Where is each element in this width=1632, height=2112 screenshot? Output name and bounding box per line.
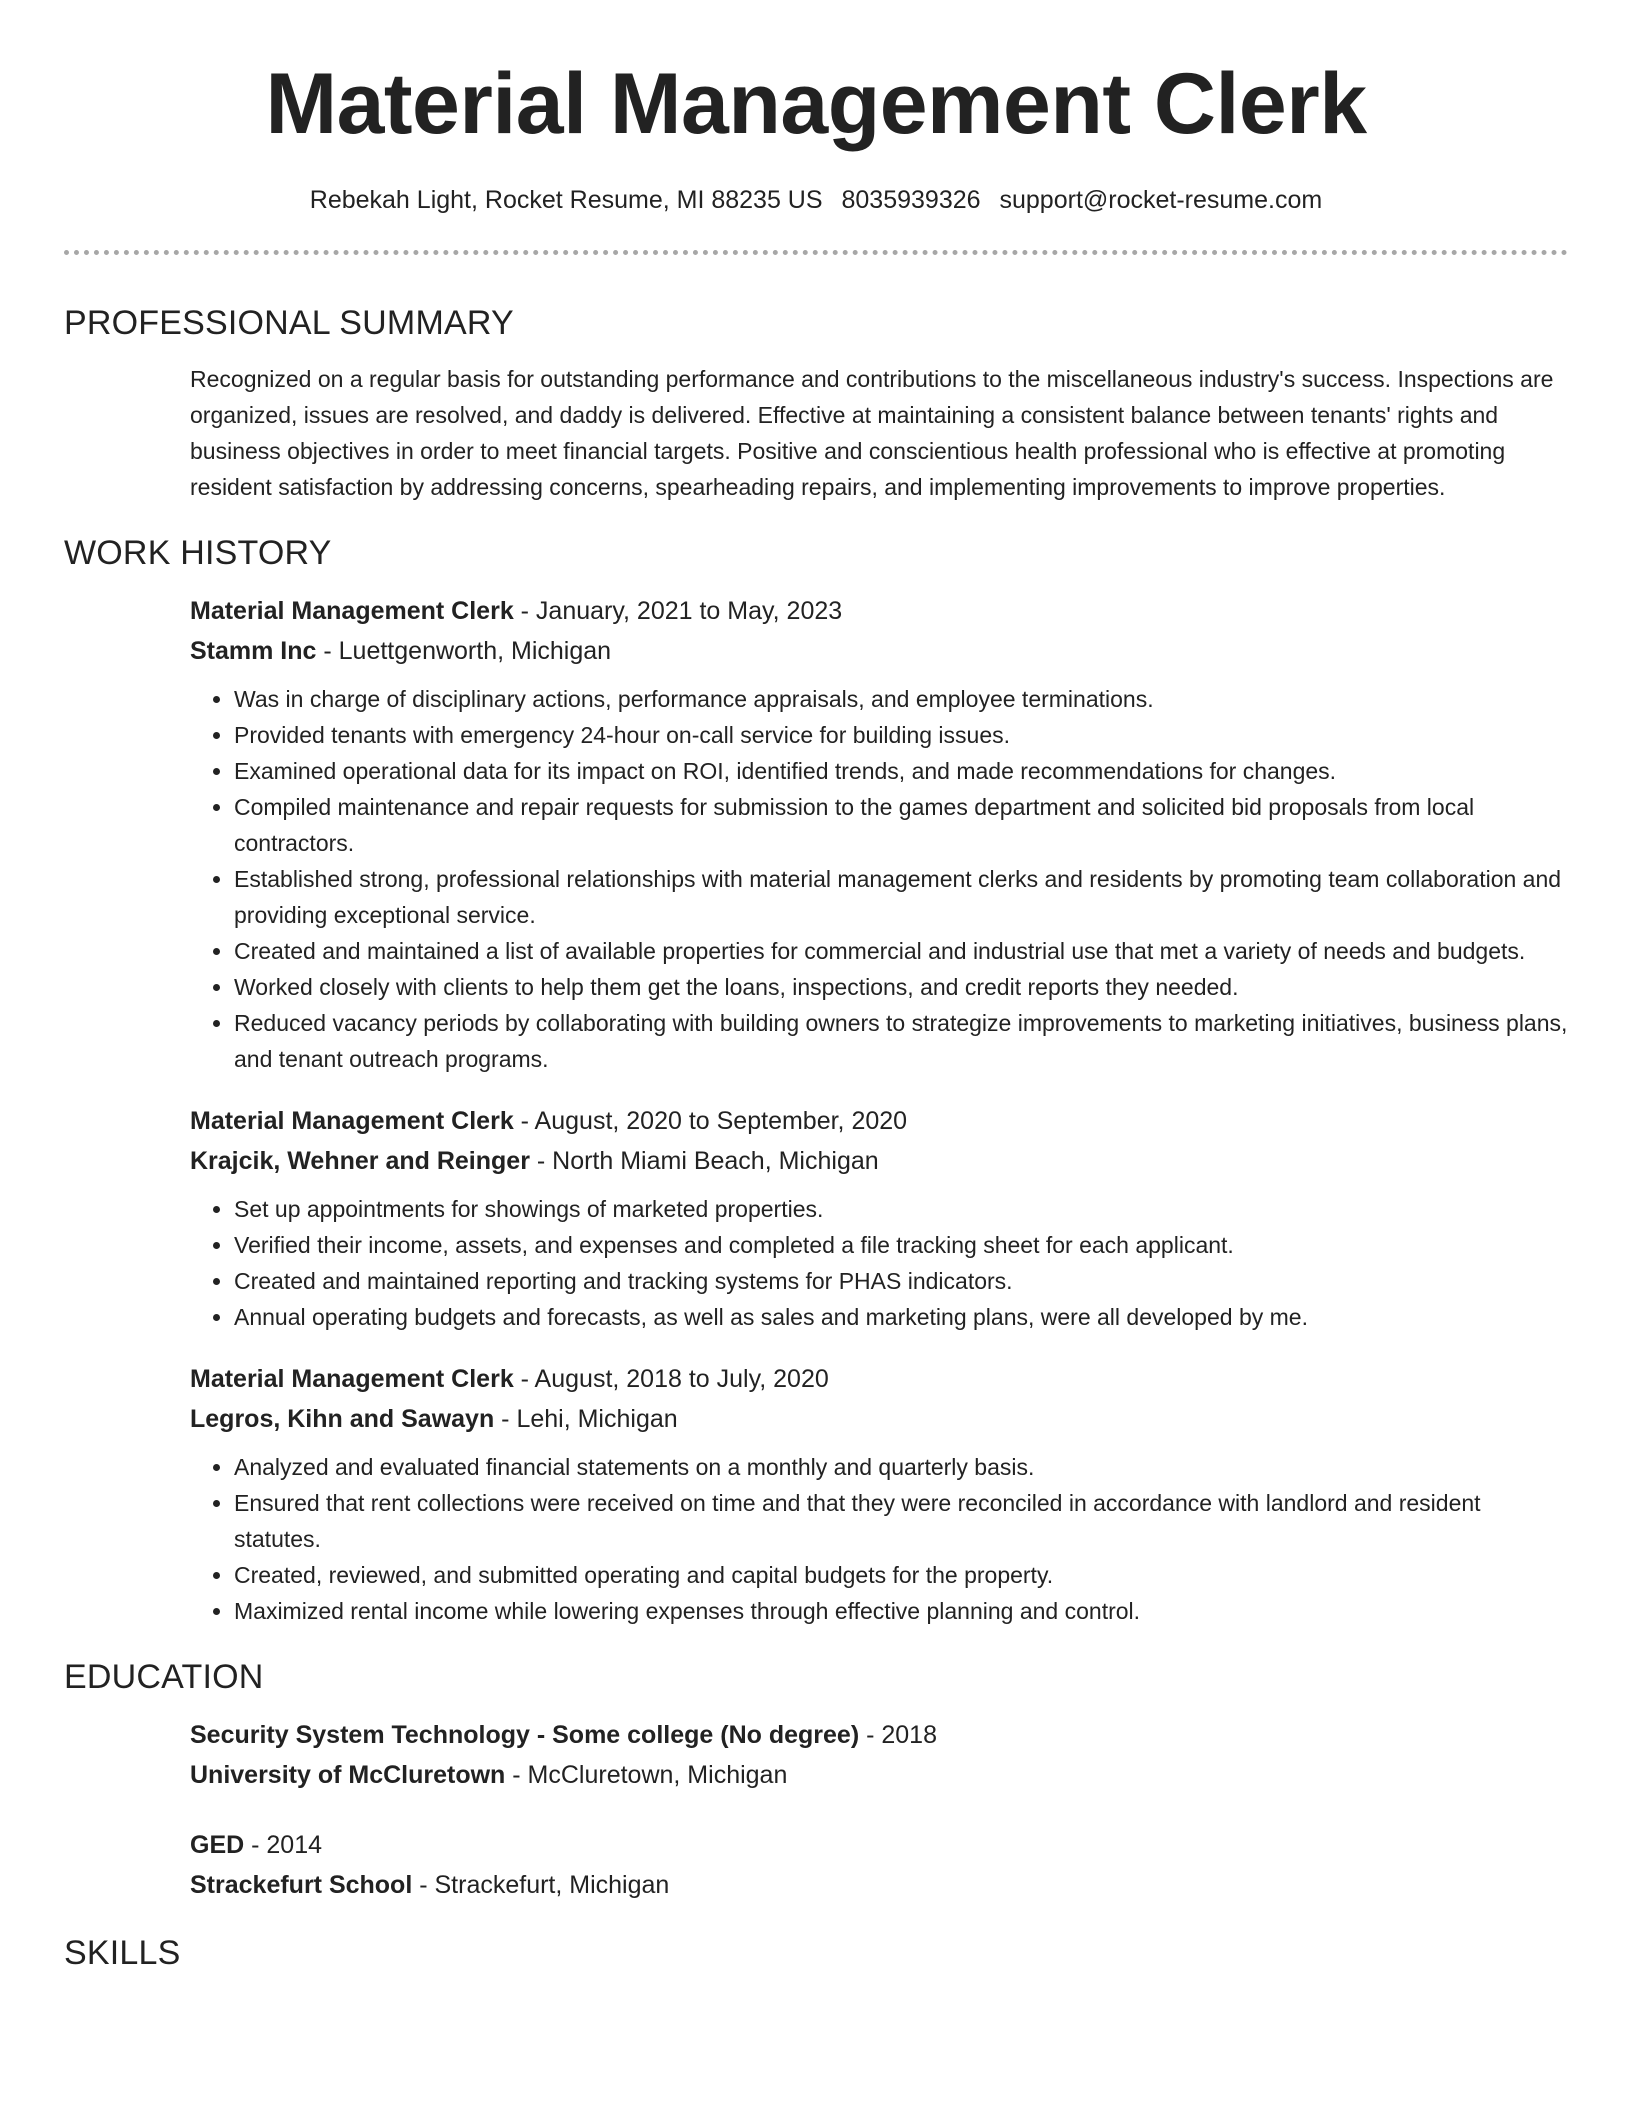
job-bullet: • Ensured that rent collections were received on time and that they were reconciled in accordance with landlord and resident statutes. [234, 1485, 1568, 1557]
job-bullet: • Created and maintained reporting and tracking systems for PHAS indicators. [234, 1263, 1568, 1299]
section-title-education: EDUCATION [64, 1658, 264, 1696]
education-year: - 2018 [859, 1721, 937, 1749]
education-school: Strackefurt School [190, 1871, 413, 1899]
contact-line [64, 184, 1568, 216]
header-divider [64, 250, 1568, 255]
contact-address: Rebekah Light, Rocket Resume, MI 88235 US [309, 186, 823, 214]
education-location: - Strackefurt, Michigan [412, 1871, 670, 1899]
job-bullet-list [190, 1191, 1568, 1335]
job-bullet: • Analyzed and evaluated financial statements on a monthly and quarterly basis. [234, 1449, 1568, 1485]
section-title-summary: PROFESSIONAL SUMMARY [64, 304, 514, 342]
job-entry [190, 591, 1568, 1077]
job-company-line [190, 1399, 1568, 1439]
job-bullet: • Examined operational data for its impact on ROI, identified trends, and made recommendations for changes. [234, 753, 1568, 789]
job-entry [190, 1101, 1568, 1335]
job-bullet: • Worked closely with clients to help them get the loans, inspections, and credit reports they needed. [234, 969, 1568, 1005]
job-bullet: • Established strong, professional relationships with material management clerks and residents by promoting team collaboration and providing exceptional service. [234, 861, 1568, 933]
job-bullet: • Verified their income, assets, and expenses and completed a file tracking sheet for each applicant. [234, 1227, 1568, 1263]
job-role-line [190, 1101, 1568, 1141]
education-entry [190, 1715, 1568, 1795]
job-role-line [190, 591, 1568, 631]
section-title-work-history: WORK HISTORY [64, 534, 332, 572]
education-year: - 2014 [244, 1831, 323, 1859]
job-bullet: • Was in charge of disciplinary actions, performance appraisals, and employee terminations. [234, 681, 1568, 717]
section-title-skills: SKILLS [64, 1934, 181, 1972]
job-role-line [190, 1359, 1568, 1399]
job-role: Material Management Clerk [190, 597, 514, 625]
job-bullet: • Set up appointments for showings of marketed properties. [234, 1191, 1568, 1227]
job-company-line [190, 1141, 1568, 1181]
contact-email[interactable]: support@rocket-resume.com [999, 186, 1323, 214]
education-school-line [190, 1865, 1568, 1905]
job-role: Material Management Clerk [190, 1107, 514, 1135]
education-school: University of McCluretown [190, 1761, 506, 1789]
job-entry [190, 1359, 1568, 1629]
job-company: Krajcik, Wehner and Reinger [190, 1147, 530, 1175]
education-degree: GED [190, 1831, 245, 1859]
job-location: - Luettgenworth, Michigan [316, 637, 612, 665]
job-bullet: • Reduced vacancy periods by collaborating with building owners to strategize improvements to marketing initiatives, business plans, and tenant outreach programs. [234, 1005, 1568, 1077]
contact-phone: 8035939326 [841, 186, 981, 214]
job-location: - Lehi, Michigan [494, 1405, 678, 1433]
education-entry [190, 1825, 1568, 1905]
job-bullet-list [190, 681, 1568, 1077]
summary-text: Recognized on a regular basis for outstanding performance and contributions to the miscellaneous industry's success. Inspections are organized, issues are resolved, and daddy is delivered. Effective at maintaining a consistent balance between tenants' rights and business objectives in order to meet financial targets. Positive and conscientious health professional who is effective at promoting resident satisfaction by addressing concerns, spearheading repairs, and implementing improvements to improve properties. [190, 366, 1554, 500]
job-bullet: • Created and maintained a list of available properties for commercial and industrial use that met a variety of needs and budgets. [234, 933, 1568, 969]
job-bullet: • Compiled maintenance and repair requests for submission to the games department and solicited bid proposals from local contractors. [234, 789, 1568, 861]
education-degree-line [190, 1715, 1568, 1755]
job-dates: - January, 2021 to May, 2023 [513, 597, 843, 625]
job-dates: - August, 2020 to September, 2020 [513, 1107, 908, 1135]
job-company: Stamm Inc [190, 637, 317, 665]
job-bullet: • Provided tenants with emergency 24-hour on-call service for building issues. [234, 717, 1568, 753]
job-bullet: • Maximized rental income while lowering expenses through effective planning and control. [234, 1593, 1568, 1629]
job-company-line [190, 631, 1568, 671]
job-bullet: • Annual operating budgets and forecasts, as well as sales and marketing plans, were all developed by me. [234, 1299, 1568, 1335]
education-location: - McCluretown, Michigan [505, 1761, 788, 1789]
job-company: Legros, Kihn and Sawayn [190, 1405, 495, 1433]
education-school-line [190, 1755, 1568, 1795]
resume-title: Material Management Clerk [265, 56, 1367, 152]
job-location: - North Miami Beach, Michigan [529, 1147, 879, 1175]
job-bullet-list [190, 1449, 1568, 1629]
education-degree: Security System Technology - Some college (No degree) [190, 1721, 860, 1749]
job-bullet: • Created, reviewed, and submitted operating and capital budgets for the property. [234, 1557, 1568, 1593]
education-degree-line [190, 1825, 1568, 1865]
job-role: Material Management Clerk [190, 1365, 514, 1393]
job-dates: - August, 2018 to July, 2020 [513, 1365, 829, 1393]
